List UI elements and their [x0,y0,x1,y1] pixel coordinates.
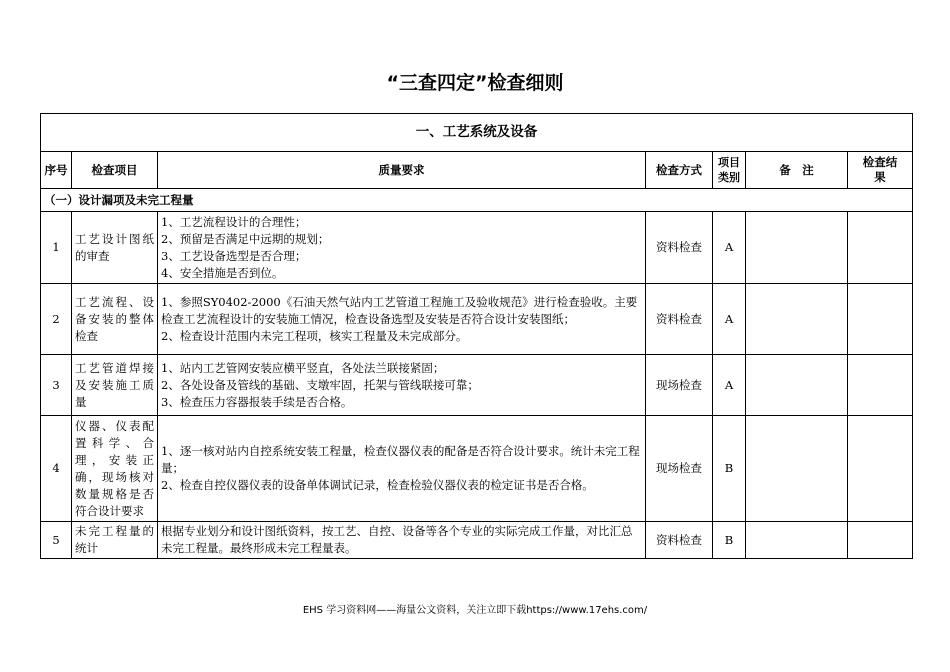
row-result [848,355,913,416]
row-method: 资料检查 [646,284,713,355]
table-row [41,212,913,284]
requirement-line: 2、检查设计范围内未完工程项，核实工程量及未完成部分。 [161,328,468,343]
row-method: 现场检查 [646,355,713,416]
header-category: 项目类别 [713,152,746,189]
requirement-line: 1、参照SY0402-2000《石油天然气站内工艺管道工程施工及验收规范》进行检查验收。主要检查工艺流程设计的安装施工情况，检查设备选型及安装是否符合设计安装图纸； [161,294,638,326]
document-title: “三查四定”检查细则 [386,72,564,94]
footer-text: EHS 学习资料网——海量公文资料，关注立即下载https://www.17ehs.com/ [302,605,648,616]
row-requirement [158,522,646,559]
row-method: 资料检查 [646,522,713,559]
header-requirement: 质量要求 [158,152,646,189]
row-category: A [713,212,746,284]
row-remark [746,212,848,284]
row-remark [746,284,848,355]
row-category: B [713,416,746,522]
row-requirement [158,284,646,355]
row-result [848,284,913,355]
row-result [848,416,913,522]
row-item: 工艺流程、设备安装的整体检查 [72,284,158,355]
row-item: 工艺设计图纸的审查 [72,212,158,284]
row-item: 仪器、仪表配置科学、合理，安装正确，现场核对数量规格是否符合设计要求 [72,416,158,522]
table-row [41,416,913,522]
section-header-row [41,114,913,152]
subsection-title: （一）设计漏项及未完工程量 [41,189,913,212]
header-result: 检查结果 [848,152,913,189]
row-method: 资料检查 [646,212,713,284]
table-row [41,522,913,559]
inspection-table [40,113,913,559]
section-title: 一、工艺系统及设备 [41,114,913,152]
requirement-line: 2、预留是否满足中远期的规划； [161,231,330,246]
row-no: 1 [41,212,72,284]
row-no: 2 [41,284,72,355]
header-remark: 备 注 [746,152,848,189]
requirement-line: 2、各处设备及管线的基础、支墩牢固，托架与管线联接可靠； [161,377,479,392]
requirement-line: 根据专业划分和设计图纸资料，按工艺、自控、设备等各个专业的实际完成工作量，对比汇总未完工程量。最终形成未完工程量表。 [161,524,633,555]
row-category: A [713,284,746,355]
row-remark [746,416,848,522]
column-header-row [41,152,913,189]
requirement-line: 2、检查自控仪器仪表的设备单体调试记录，检查检验仪器仪表的检定证书是否合格。 [161,478,594,492]
row-requirement [158,355,646,416]
row-no: 3 [41,355,72,416]
header-no: 序号 [41,152,72,189]
table-row [41,355,913,416]
row-item: 未完工程量的统计 [72,522,158,559]
requirement-line: 1、工艺流程设计的合理性； [161,214,307,229]
row-category: B [713,522,746,559]
subsection-row [41,189,913,212]
row-no: 4 [41,416,72,522]
requirement-line: 4、安全措施是否到位。 [161,265,284,280]
requirement-line: 1、逐一核对站内自控系统安装工程量，检查仪器仪表的配备是否符合设计要求。统计未完工程量； [161,444,640,475]
table-row [41,284,913,355]
requirement-line: 1、站内工艺管网安装应横平竖直，各处法兰联接紧固； [161,360,445,375]
row-remark [746,355,848,416]
row-remark [746,522,848,559]
requirement-line: 3、工艺设备选型是否合理； [161,248,307,263]
row-result [848,212,913,284]
row-requirement [158,416,646,522]
row-no: 5 [41,522,72,559]
row-category: A [713,355,746,416]
row-requirement [158,212,646,284]
header-item: 检查项目 [72,152,158,189]
row-result [848,522,913,559]
row-method: 现场检查 [646,416,713,522]
requirement-line: 3、检查压力容器报装手续是否合格。 [161,394,353,409]
row-item: 工艺管道焊接及安装施工质量 [72,355,158,416]
header-method: 检查方式 [646,152,713,189]
